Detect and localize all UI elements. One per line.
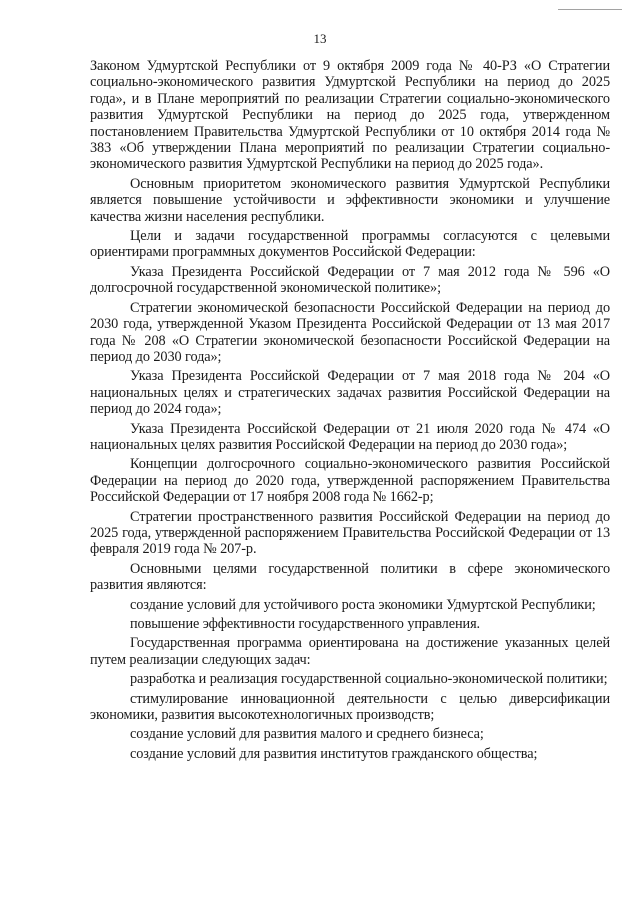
paragraph: Основным приоритетом экономического развития Удмуртской Республики является повышение устойчивости и эффективности экономики и улучшение качества жизни населения республики. [90, 175, 610, 225]
paragraph: Концепции долгосрочного социально-экономического развития Российской Федерации на период до 2020 года, утвержденной распоряжением Правительства Российской Федерации от 17 ноября 2008 года № 1662-р; [90, 456, 610, 506]
paragraph: создание условий для развития институтов гражданского общества; [130, 745, 538, 762]
paragraph: разработка и реализация государственной социально-экономической политики; [130, 671, 608, 688]
paragraph: Цели и задачи государственной программы согласуются с целевыми ориентирами программных документов Российской Федерации: [90, 228, 610, 261]
paragraph: Законом Удмуртской Республики от 9 октября 2009 года № 40-РЗ «О Стратегии социально-экономического развития Удмуртской Республики на период до 2025 года», и в Плане мероприятий по реализации Стратегии социально-экономического развития Удмуртской Республики на период до 2025 года, утвержденном постановлением Правительства Удмуртской Республики от 10 октября 2014 года № 383 «Об утверждении Плана мероприятий по реализации Стратегии социально-экономического развития Удмуртской Республики на период до 2025 года». [90, 58, 610, 173]
page-number: 13 [313, 31, 327, 46]
paragraph: создание условий для развития малого и среднего бизнеса; [130, 726, 484, 743]
paragraph: стимулирование инновационной деятельности с целью диверсификации экономики, развития высокотехнологичных производств; [90, 690, 610, 724]
paragraph: создание условий для устойчивого роста экономики Удмуртской Республики; [130, 596, 596, 613]
document-body [90, 58, 610, 765]
paragraph: Указа Президента Российской Федерации от 21 июля 2020 года № 474 «О национальных целях развития Российской Федерации на период до 2030 года»; [90, 420, 610, 453]
paragraph: Основными целями государственной политики в сфере экономического развития являются: [90, 560, 610, 594]
scan-edge-line [558, 9, 622, 10]
paragraph: Указа Президента Российской Федерации от 7 мая 2012 года № 596 «О долгосрочной государственной экономической политике»; [90, 263, 610, 297]
paragraph: Стратегии экономической безопасности Российской Федерации на период до 2030 года, утвержденной Указом Президента Российской Федерации от 13 мая 2017 года № 208 «О Стратегии экономической безопасности Российской Федерации на период до 2030 года»; [90, 299, 610, 365]
paragraph: Стратегии пространственного развития Российской Федерации на период до 2025 года, утвержденной распоряжением Правительства Российской Федерации от 13 февраля 2019 года № 207-р. [90, 508, 610, 558]
paragraph: повышение эффективности государственного управления. [130, 616, 481, 632]
paragraph: Государственная программа ориентирована на достижение указанных целей путем реализации следующих задач: [90, 635, 610, 668]
paragraph: Указа Президента Российской Федерации от 7 мая 2018 года № 204 «О национальных целях и стратегических задачах развития Российской Федерации на период до 2024 года»; [90, 368, 610, 418]
